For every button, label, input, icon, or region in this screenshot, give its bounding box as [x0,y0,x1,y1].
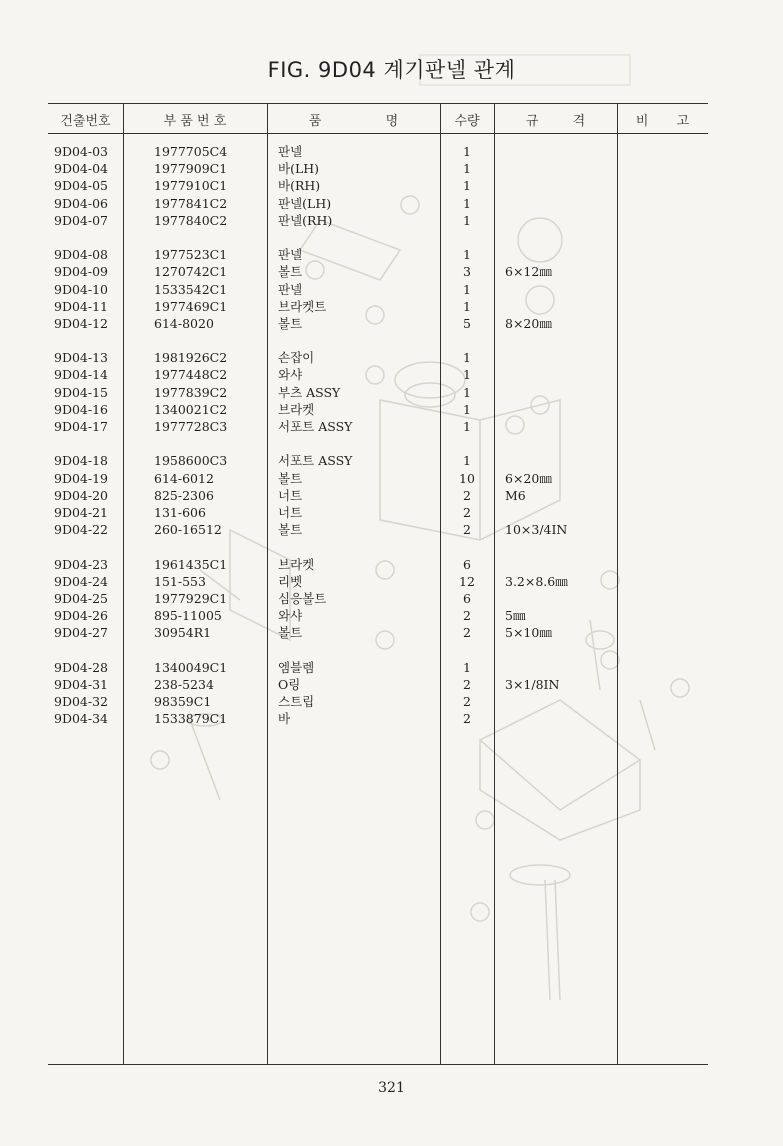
part-no-cell: 1961435C1 [154,556,228,572]
column-divider [617,103,618,1064]
group-spacer [278,538,438,555]
drawing-no-cell: 9D04-31 [54,676,109,692]
part-name-cell: 손잡이 [278,350,315,366]
quantity-cell: 1 [463,212,471,228]
drawing-no-cell: 9D04-15 [54,384,109,400]
group-spacer [54,435,118,452]
group-spacer [505,435,615,452]
specification-cell [505,177,615,194]
part-name-cell: 볼트 [278,470,303,486]
specification-cell [505,504,615,521]
part-name-cell: 와샤 [278,608,303,624]
group-spacer [54,229,118,246]
part-no-cell: 895-11005 [154,608,222,624]
part-name-cell: 스트립 [278,694,315,709]
group-spacer [54,538,118,555]
specification-cell: 3.2×8.6㎜ [505,573,568,589]
quantity-column [450,143,484,727]
part-no-cell: 1958600C3 [154,453,228,469]
drawing-no-cell: 9D04-04 [54,161,109,177]
part-name-cell: 부츠 ASSY [278,384,341,400]
part-no-cell: 151-553 [154,573,206,589]
part-no-cell: 1533542C1 [154,281,228,297]
specification-cell [505,659,615,676]
drawing-no-cell: 9D04-23 [54,556,109,572]
part-no-cell: 1977448C2 [154,367,228,383]
group-spacer [450,538,484,555]
table-bottom-border [48,1064,708,1065]
header-part-no: 부 품 번 호 [163,114,227,129]
column-divider [440,103,441,1064]
header-part-name: 품 명 [308,114,399,129]
specification-cell [505,366,615,383]
specification-cell [505,590,615,607]
header-drawing-no: 건출번호 [60,114,111,129]
specification-cell [505,349,615,366]
page-number: 321 [378,1080,405,1096]
part-name-cell: 바(LH) [278,161,320,177]
drawing-no-cell: 9D04-17 [54,419,109,434]
group-spacer [505,229,615,246]
part-no-cell: 1977910C1 [154,178,228,194]
quantity-cell: 1 [463,178,471,194]
part-name-cell: 바(RH) [278,178,321,194]
drawing-no-cell: 9D04-16 [54,401,109,417]
group-spacer [450,229,484,246]
group-spacer [450,641,484,658]
part-no-cell: 131-606 [154,504,206,520]
header-bottom-border [48,133,708,134]
part-name-cell: 엠블렘 [278,659,315,675]
specification-cell: 3×1/8IN [505,676,560,692]
column-divider [123,103,124,1064]
drawing-no-cell: 9D04-05 [54,178,109,194]
header-specification: 규 격 [525,114,586,129]
group-spacer [278,332,438,349]
part-name-cell: 브라켓 [278,401,315,417]
specification-cell [505,710,615,727]
quantity-cell: 1 [463,298,471,314]
part-name-cell: 볼트 [278,264,303,280]
drawing-no-cell: 9D04-26 [54,608,109,624]
specification-cell: 6×12㎜ [505,264,552,280]
part-no-cell: 1340021C2 [154,401,228,417]
group-spacer [278,229,438,246]
header-remarks: 비 고 [635,114,690,129]
drawing-no-cell: 9D04-12 [54,315,109,331]
quantity-cell: 1 [463,659,471,675]
quantity-cell: 12 [459,573,475,589]
part-name-cell: 브라켓 [278,556,315,572]
drawing-no-cell: 9D04-07 [54,212,109,228]
specification-cell: M6 [505,487,526,503]
specification-cell [505,693,615,710]
part-no-cell: 1977839C2 [154,384,228,400]
drawing-no-cell: 9D04-24 [54,573,109,589]
quantity-cell: 2 [463,711,471,727]
specification-cell: 6×20㎜ [505,470,552,486]
quantity-cell: 1 [463,419,471,434]
part-no-cell: 1533879C1 [154,711,228,727]
specification-cell: 10×3/4IN [505,522,568,538]
group-spacer [278,641,438,658]
part-no-cell: 1977909C1 [154,161,228,177]
quantity-cell: 2 [463,694,471,709]
part-no-cell: 1977841C2 [154,195,228,211]
part-name-cell: 심응볼트 [278,590,327,606]
specification-cell [505,384,615,401]
group-spacer [154,538,264,555]
part-name-cell: 서포트 ASSY [278,453,353,469]
specification-cell [505,418,615,435]
quantity-cell: 1 [463,350,471,366]
part-no-cell: 1977469C1 [154,298,228,314]
drawing-no-cell: 9D04-32 [54,694,109,709]
group-spacer [505,332,615,349]
part-name-cell: 너트 [278,487,303,503]
group-spacer [154,229,264,246]
part-name-cell: 리벳 [278,573,303,589]
drawing-no-cell: 9D04-20 [54,487,109,503]
quantity-cell: 2 [463,522,471,538]
quantity-cell: 1 [463,161,471,177]
group-spacer [154,641,264,658]
part-no-cell: 98359C1 [154,694,212,709]
quantity-cell: 1 [463,144,471,159]
part-no-column [154,143,264,727]
quantity-cell: 3 [463,264,471,280]
group-spacer [450,332,484,349]
quantity-cell: 1 [463,453,471,469]
drawing-no-cell: 9D04-19 [54,470,109,486]
header-quantity: 수량 [454,114,480,129]
quantity-cell: 1 [463,281,471,297]
drawing-no-cell: 9D04-25 [54,590,109,606]
part-no-cell: 1977523C1 [154,247,228,263]
drawing-no-cell: 9D04-21 [54,504,109,520]
part-name-cell: 브라켓트 [278,298,327,314]
specification-cell [505,401,615,418]
specification-cell [505,298,615,315]
drawing-no-cell: 9D04-18 [54,453,109,469]
specification-cell [505,281,615,298]
part-no-cell: 260-16512 [154,522,222,538]
part-name-column [278,143,438,727]
part-name-cell: 서포트 ASSY [278,419,353,434]
specification-cell: 8×20㎜ [505,315,552,331]
specification-column [505,143,615,727]
group-spacer [54,641,118,658]
drawing-no-cell: 9D04-22 [54,522,109,538]
group-spacer [154,332,264,349]
part-no-cell: 825-2306 [154,487,214,503]
part-no-cell: 1270742C1 [154,264,228,280]
part-name-cell: O링 [278,676,301,692]
part-no-cell: 1977705C4 [154,144,228,159]
part-name-cell: 너트 [278,504,303,520]
group-spacer [154,435,264,452]
part-no-cell: 1977840C2 [154,212,228,228]
drawing-no-cell: 9D04-06 [54,195,109,211]
part-no-cell: 614-6012 [154,470,214,486]
table-top-border [48,103,708,104]
quantity-cell: 6 [463,590,471,606]
part-name-cell: 판넬 [278,247,303,263]
specification-cell [505,452,615,469]
part-name-cell: 판넬 [278,144,303,159]
quantity-cell: 2 [463,487,471,503]
group-spacer [278,435,438,452]
drawing-no-column [54,143,118,727]
quantity-cell: 1 [463,367,471,383]
quantity-cell: 2 [463,608,471,624]
drawing-no-cell: 9D04-34 [54,711,109,727]
part-name-cell: 판넬(LH) [278,195,332,211]
quantity-cell: 1 [463,401,471,417]
part-no-cell: 238-5234 [154,676,214,692]
specification-cell [505,246,615,263]
specification-cell [505,160,615,177]
quantity-cell: 6 [463,556,471,572]
part-name-cell: 판넬 [278,281,303,297]
group-spacer [505,641,615,658]
quantity-cell: 1 [463,384,471,400]
quantity-cell: 2 [463,676,471,692]
group-spacer [450,435,484,452]
drawing-no-cell: 9D04-14 [54,367,109,383]
quantity-cell: 2 [463,504,471,520]
quantity-cell: 10 [459,470,475,486]
column-divider [267,103,268,1064]
drawing-no-cell: 9D04-13 [54,350,109,366]
drawing-no-cell: 9D04-03 [54,144,109,159]
quantity-cell: 1 [463,195,471,211]
part-name-cell: 판넬(RH) [278,212,333,228]
quantity-cell: 5 [463,315,471,331]
part-name-cell: 볼트 [278,315,303,331]
part-name-cell: 와샤 [278,367,303,383]
quantity-cell: 1 [463,247,471,263]
specification-cell [505,212,615,229]
drawing-no-cell: 9D04-28 [54,659,109,675]
part-no-cell: 1340049C1 [154,659,228,675]
part-name-cell: 바 [278,711,291,727]
part-no-cell: 1981926C2 [154,350,228,366]
part-no-cell: 1977728C3 [154,419,228,434]
part-name-cell: 볼트 [278,625,303,641]
specification-cell [505,143,615,160]
part-no-cell: 1977929C1 [154,590,228,606]
quantity-cell: 2 [463,625,471,641]
group-spacer [54,332,118,349]
part-name-cell: 볼트 [278,522,303,538]
specification-cell [505,195,615,212]
drawing-no-cell: 9D04-11 [54,298,109,314]
drawing-no-cell: 9D04-10 [54,281,109,297]
specification-cell: 5×10㎜ [505,625,552,641]
drawing-no-cell: 9D04-27 [54,625,109,641]
drawing-no-cell: 9D04-08 [54,247,109,263]
group-spacer [505,538,615,555]
part-no-cell: 614-8020 [154,315,214,331]
specification-cell [505,556,615,573]
column-divider [494,103,495,1064]
page-title: FIG. 9D04 계기판넬 관계 [267,58,516,82]
drawing-no-cell: 9D04-09 [54,264,109,280]
part-no-cell: 30954R1 [154,625,212,641]
specification-cell: 5㎜ [505,608,526,624]
